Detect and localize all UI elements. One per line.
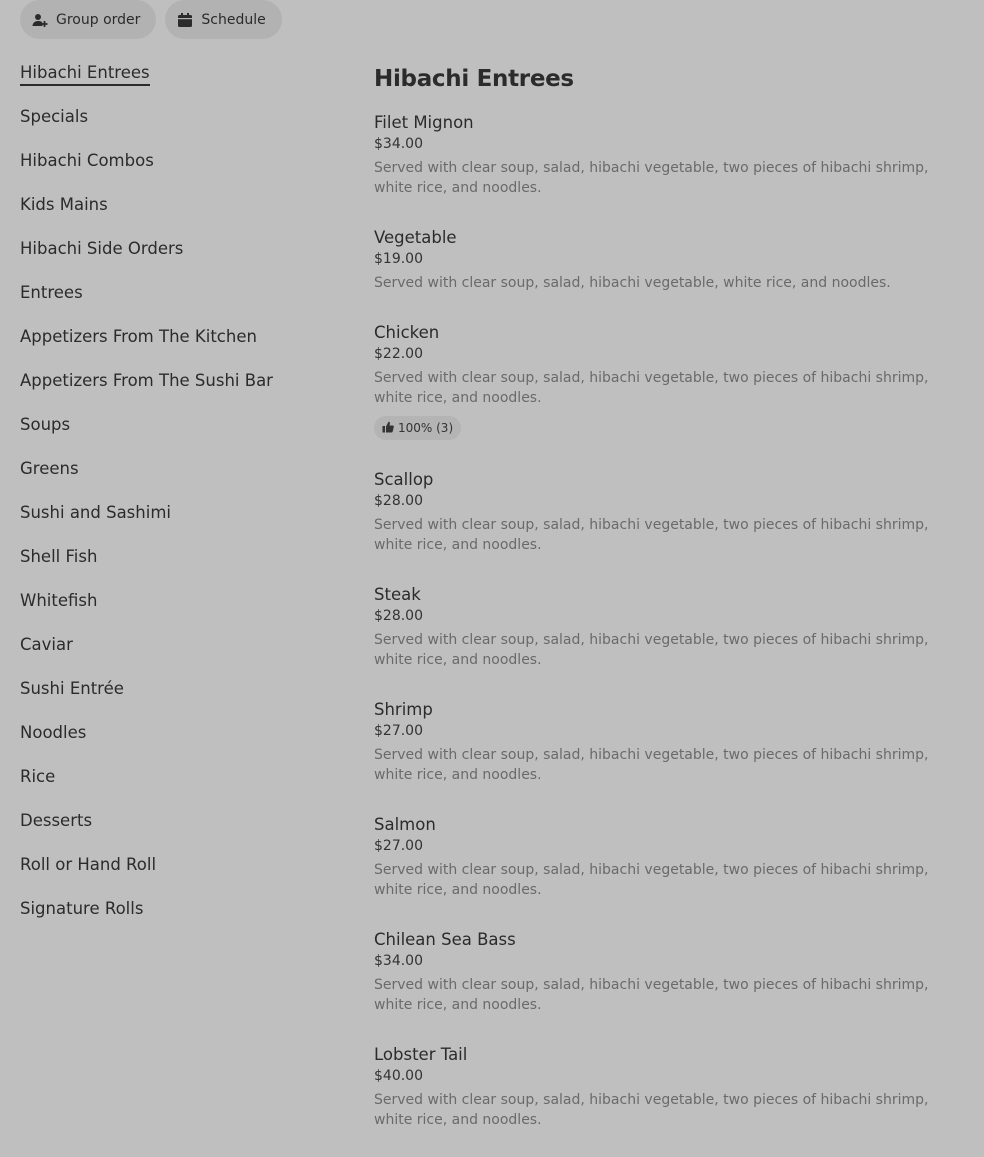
item-name: Shrimp xyxy=(374,700,433,719)
item-description: Served with clear soup, salad, hibachi vegetable, two pieces of hibachi shrimp, white rice, and noodles. xyxy=(374,747,929,783)
sidebar-item-hibachi-side-orders[interactable]: Hibachi Side Orders xyxy=(20,239,184,258)
sidebar-item-appetizers-kitchen[interactable]: Appetizers From The Kitchen xyxy=(20,327,257,346)
group-order-button[interactable] xyxy=(20,0,156,39)
menu-item[interactable] xyxy=(374,1042,954,1130)
sidebar-item-noodles[interactable]: Noodles xyxy=(20,723,87,742)
item-description: Served with clear soup, salad, hibachi vegetable, two pieces of hibachi shrimp, white rice, and noodles. xyxy=(374,160,929,196)
item-description: Served with clear soup, salad, hibachi vegetable, white rice, and noodles. xyxy=(374,275,891,291)
item-price: $34.00 xyxy=(374,136,423,152)
item-name: Scallop xyxy=(374,470,434,489)
item-price: $28.00 xyxy=(374,493,423,509)
menu-item[interactable] xyxy=(374,582,954,670)
item-name: Filet Mignon xyxy=(374,113,474,132)
sidebar-item-soups[interactable]: Soups xyxy=(20,415,71,434)
item-price: $28.00 xyxy=(374,608,423,624)
menu-item[interactable] xyxy=(374,320,954,440)
sidebar-item-desserts[interactable]: Desserts xyxy=(20,811,93,830)
item-name: Chicken xyxy=(374,323,440,342)
category-sidebar xyxy=(20,60,340,940)
sidebar-item-specials[interactable]: Specials xyxy=(20,107,89,126)
sidebar-item-shell-fish[interactable]: Shell Fish xyxy=(20,547,98,566)
schedule-button[interactable] xyxy=(165,0,281,39)
item-description: Served with clear soup, salad, hibachi vegetable, two pieces of hibachi shrimp, white rice, and noodles. xyxy=(374,1092,929,1128)
item-description: Served with clear soup, salad, hibachi vegetable, two pieces of hibachi shrimp, white rice, and noodles. xyxy=(374,517,929,553)
menu-item[interactable] xyxy=(374,927,954,1015)
sidebar-item-appetizers-sushi-bar[interactable]: Appetizers From The Sushi Bar xyxy=(20,371,273,390)
item-description: Served with clear soup, salad, hibachi vegetable, two pieces of hibachi shrimp, white rice, and noodles. xyxy=(374,862,929,898)
item-price: $19.00 xyxy=(374,251,423,267)
item-description: Served with clear soup, salad, hibachi vegetable, two pieces of hibachi shrimp, white rice, and noodles. xyxy=(374,632,929,668)
sidebar-item-kids-mains[interactable]: Kids Mains xyxy=(20,195,108,214)
item-name: Vegetable xyxy=(374,228,457,247)
schedule-label: Schedule xyxy=(201,11,266,28)
sidebar-item-sushi-sashimi[interactable]: Sushi and Sashimi xyxy=(20,503,171,522)
menu-item[interactable] xyxy=(374,225,954,293)
section-title: Hibachi Entrees xyxy=(374,66,574,92)
sidebar-item-sushi-entree[interactable]: Sushi Entrée xyxy=(20,679,124,698)
add-person-icon xyxy=(32,12,48,28)
group-order-label: Group order xyxy=(56,11,141,28)
top-actions xyxy=(20,0,282,39)
sidebar-item-roll-hand-roll[interactable]: Roll or Hand Roll xyxy=(20,855,157,874)
item-name: Lobster Tail xyxy=(374,1045,468,1064)
sidebar-item-hibachi-entrees[interactable]: Hibachi Entrees xyxy=(20,60,340,104)
item-description: Served with clear soup, salad, hibachi vegetable, two pieces of hibachi shrimp, white rice, and noodles. xyxy=(374,370,929,406)
menu-item[interactable] xyxy=(374,467,954,555)
item-name: Salmon xyxy=(374,815,436,834)
rating-text: 100% (3) xyxy=(398,421,454,435)
item-price: $27.00 xyxy=(374,838,423,854)
item-price: $34.00 xyxy=(374,953,423,969)
menu-item[interactable] xyxy=(374,110,954,198)
sidebar-item-hibachi-combos[interactable]: Hibachi Combos xyxy=(20,151,154,170)
calendar-icon xyxy=(177,12,193,28)
item-price: $27.00 xyxy=(374,723,423,739)
sidebar-item-whitefish[interactable]: Whitefish xyxy=(20,591,98,610)
sidebar-item-greens[interactable]: Greens xyxy=(20,459,79,478)
sidebar-item-rice[interactable]: Rice xyxy=(20,767,56,786)
menu-item[interactable] xyxy=(374,812,954,900)
item-name: Steak xyxy=(374,585,421,604)
rating-badge xyxy=(374,416,461,440)
item-description: Served with clear soup, salad, hibachi vegetable, two pieces of hibachi shrimp, white rice, and noodles. xyxy=(374,977,929,1013)
sidebar-item-caviar[interactable]: Caviar xyxy=(20,635,73,654)
item-name: Chilean Sea Bass xyxy=(374,930,516,949)
item-price: $22.00 xyxy=(374,346,423,362)
menu-item[interactable] xyxy=(374,697,954,785)
thumbs-up-icon xyxy=(382,421,394,436)
sidebar-item-entrees[interactable]: Entrees xyxy=(20,283,83,302)
sidebar-item-signature-rolls[interactable]: Signature Rolls xyxy=(20,899,144,918)
item-price: $40.00 xyxy=(374,1068,423,1084)
menu-section xyxy=(374,62,954,1157)
